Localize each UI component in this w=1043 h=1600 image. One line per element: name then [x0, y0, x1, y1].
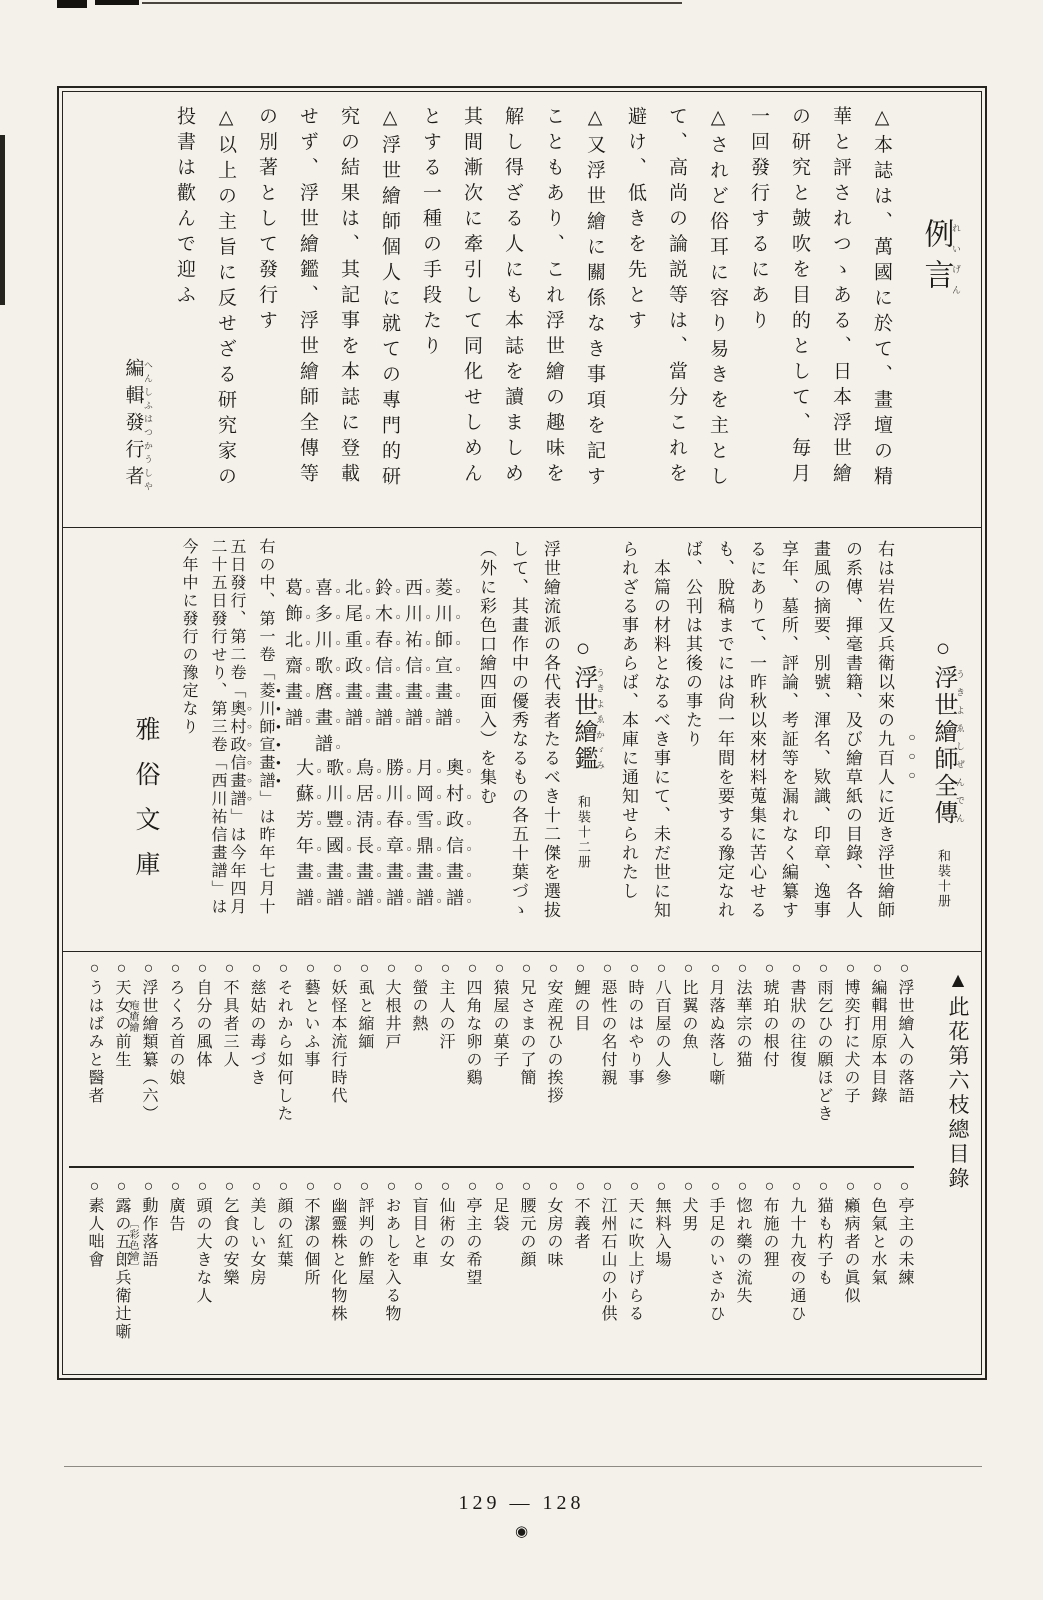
toc-entry	[410, 1178, 426, 1362]
toc-top-band	[69, 952, 914, 1166]
picture-book-title-pair	[343, 538, 374, 941]
kagami-text-column: （外に彩色口繪四面入）を集む	[477, 540, 496, 806]
toc-entry	[356, 960, 372, 1166]
zenden-text-column: 右は岩佐又兵衛以來の九百人に近き浮世繪師	[875, 540, 894, 920]
bullseye-mark: ◉	[514, 1524, 529, 1540]
preface-text-column: とする一種の手段たり	[420, 106, 441, 361]
toc-entry-text: ○四角な卵の鷄	[464, 960, 481, 1087]
toc-entry-text: ○編輯用原本目錄	[869, 960, 886, 1105]
preface-text-column: 其間漸次に牽引して同化せしめん	[461, 106, 482, 489]
publication-note-column	[228, 538, 254, 941]
toc-entry-text: ○評判の鮓屋	[356, 1178, 373, 1287]
zenden-text-column: 享年、墓所、評論、考証等を漏れなく編纂す	[779, 540, 798, 920]
toc-entry	[194, 1178, 210, 1362]
preface-text-column: せず、浮世繪鑑、浮世繪師全傳等	[297, 106, 318, 489]
preface-text-column: 避け、低きを先とす	[625, 106, 646, 336]
toc-entry-text: ○廣告	[167, 1178, 184, 1233]
toc-entry	[127, 960, 157, 1166]
zenden-text-column: るにありて、一昨秋以來材料蒐集に苦心せる	[747, 540, 766, 920]
publication-note-column	[208, 538, 225, 941]
toc-entry	[869, 1178, 885, 1362]
toc-entry-text: ○自分の風体	[194, 960, 211, 1069]
toc-entry-text: ○盲目と車	[410, 1178, 427, 1269]
toc-entry	[329, 1178, 345, 1362]
preface-text-column: 華と評されつゝある、日本浮世繪	[830, 106, 851, 489]
toc-entries-area	[63, 952, 921, 1374]
announcement-section	[63, 528, 981, 952]
toc-entry	[329, 960, 345, 1166]
toc-entry-text: ○天女の前生	[113, 960, 130, 1069]
toc-entry-text: ○浮世繪類纂（六）	[140, 960, 157, 1123]
zenden-text-column: 本篇の材料となるべき事にて、未だ世に知	[651, 559, 670, 920]
toc-entry-text: ○腰元の顔	[518, 1178, 535, 1269]
picture-book-title-top: 葛飾北齋畫譜	[283, 578, 303, 734]
toc-entry	[437, 960, 453, 1166]
toc-entry-text: ○うはばみと醫者	[86, 960, 103, 1105]
publication-note-text: 今年中に發行の豫定なり	[180, 538, 197, 736]
toc-entry	[86, 960, 102, 1166]
toc-entry-text: ○月落ぬ落し噺	[707, 960, 724, 1087]
toc-entry	[545, 1178, 561, 1362]
toc-entry-text: ○猫も杓子も	[815, 1178, 832, 1287]
preface-title-reading: れいげん	[951, 218, 961, 300]
preface-text-column: △浮世繪師個人に就ての專門的研	[379, 106, 400, 492]
preface-text-column: の別著として發行す	[256, 106, 277, 336]
kagami-subtitle: 和裝十二册	[576, 795, 591, 870]
editor-signature-ruby	[122, 358, 153, 493]
toc-entry	[221, 960, 237, 1166]
preface-text-column: 一回發行するにあり	[748, 106, 769, 336]
toc-entry-text: ○おあしを入る物	[383, 1178, 400, 1323]
zenden-text-column: も、脫稿までには尙一年間を要する豫定なれ	[715, 540, 734, 920]
scan-artifact	[0, 135, 5, 305]
toc-entry	[518, 1178, 534, 1362]
toc-entry	[815, 1178, 831, 1362]
toc-entry	[491, 960, 507, 1166]
zenden-title-ruby	[930, 665, 965, 827]
toc-entry	[572, 960, 588, 1166]
toc-entry	[383, 960, 399, 1166]
toc-entry	[707, 960, 723, 1166]
toc-entry-text: ○雨乞ひの願ほどき	[815, 960, 832, 1123]
toc-entry	[518, 960, 534, 1166]
toc-entry	[410, 960, 426, 1166]
toc-entry-text: ○幽靈株と化物株	[329, 1178, 346, 1323]
preface-text-column: の研究と皷吹を目的として、毎月	[789, 106, 810, 489]
page-frame	[57, 86, 987, 1380]
toc-entry	[545, 960, 561, 1166]
toc-entry-text: ○不具者三人	[221, 960, 238, 1069]
picture-book-title-bottom: 歌川豐國畫譜	[324, 758, 344, 914]
publication-note-text: 二十五日發行せり、第三卷「	[209, 538, 226, 772]
toc-entry	[275, 960, 291, 1166]
toc-entry-text: ○書狀の往復	[788, 960, 805, 1069]
toc-entry-text: ○虱と縮緬	[356, 960, 373, 1051]
publication-note-emphasized-title: 菱川師宣畫譜	[257, 682, 274, 790]
picture-book-title-top: 菱川師宣畫譜	[433, 578, 453, 734]
toc-entry-text: ○美しい女房	[248, 1178, 265, 1287]
toc-entry	[86, 1178, 102, 1362]
toc-entry	[302, 960, 318, 1166]
toc-entry	[248, 960, 264, 1166]
toc-entry-text: ○素人咄會	[86, 1178, 103, 1269]
picture-book-title-top: 鈴木春信畫譜	[373, 578, 393, 734]
toc-entry	[761, 1178, 777, 1362]
scan-artifact	[142, 2, 682, 4]
page-numbers: 129 — 128	[458, 1492, 585, 1514]
toc-entry	[302, 1178, 318, 1362]
toc-entry-text: ○螢の熱	[410, 960, 427, 1033]
toc-entry	[761, 960, 777, 1166]
toc-entry-text: ○妖怪本流行時代	[329, 960, 346, 1105]
toc-entry	[194, 960, 210, 1166]
kagami-heading	[570, 538, 605, 941]
preface-text-column: △本誌は、萬國に於て、畫壇の精	[871, 106, 892, 492]
footer-rule	[64, 1466, 982, 1467]
picture-book-title-pair	[283, 538, 314, 941]
toc-entry-text: ○浮世繪入の落語	[896, 960, 913, 1105]
toc-bottom-band	[69, 1166, 914, 1362]
scan-artifact	[95, 0, 139, 5]
publication-note-column	[257, 538, 283, 941]
toc-entry-text: ○色氣と水氣	[869, 1178, 886, 1287]
kagami-text-column: 浮世繪流派の各代表者たるべき十二傑を選拔	[541, 540, 560, 920]
preface-title-text: 例言	[919, 218, 953, 300]
toc-entry-text: ○江州石山の小供	[599, 1178, 616, 1323]
heading-circle-mark: ○	[930, 636, 956, 665]
toc-entry-text: ○藝といふ事	[302, 960, 319, 1069]
toc-entry	[680, 960, 696, 1166]
toc-entry	[788, 1178, 804, 1362]
toc-entry-text: ○天に吹上げらる	[626, 1178, 643, 1323]
toc-entry	[275, 1178, 291, 1362]
zenden-text-column: られざる事あらば、本庫に通知せられたし	[619, 540, 638, 901]
publication-note-text: 右の中、第一卷「	[257, 538, 274, 682]
toc-entry-text: ○博奕打に犬の子	[842, 960, 859, 1105]
page-frame-inner	[62, 91, 982, 1375]
kagami-text-column: して、其畫作中の優秀なるもの各五十葉づゝ	[509, 540, 528, 920]
publication-note-text: 」は昨年七月十	[257, 790, 274, 916]
toc-entry	[788, 960, 804, 1166]
zenden-text-column: ば、公刊は其後の事たり	[683, 540, 702, 749]
toc-entry-text: ○それから如何した	[275, 960, 292, 1123]
toc-entry	[653, 1178, 669, 1362]
publication-note-emphasized-title: 西川祐信畫譜	[209, 772, 226, 880]
preface-text-column: て、高尚の論説等は、當分これを	[666, 106, 687, 489]
zenden-title-text: 浮世繪師全傳	[930, 665, 956, 827]
toc-entry-text: ○大根井戸	[383, 960, 400, 1051]
toc-entry-text: ○無料入場	[653, 1178, 670, 1269]
preface-text-column: △されど俗耳に容り易きを主とし	[707, 106, 728, 492]
picture-book-title-top: 北尾重政畫譜	[343, 578, 363, 734]
toc-entry-text: ○惚れ藥の流失	[734, 1178, 751, 1305]
toc-entry	[127, 1178, 157, 1362]
toc-entry-text: ○動作落語	[140, 1178, 157, 1269]
toc-entry	[626, 1178, 642, 1362]
publisher-imprint: 雅俗文庫	[132, 716, 159, 896]
publication-note-text: 」は今年四月	[228, 808, 245, 916]
toc-entry	[491, 1178, 507, 1362]
toc-entry	[383, 1178, 399, 1362]
toc-entry	[464, 960, 480, 1166]
toc-entry-text: ○慈姑の毒づき	[248, 960, 265, 1087]
preface-section	[63, 92, 981, 528]
picture-book-title-bottom: 勝川春章畫譜	[384, 758, 404, 914]
picture-book-title-bottom: 奧村政信畫譜	[444, 758, 464, 914]
toc-entry-text: ○不義者	[572, 1178, 589, 1251]
editor-signature	[121, 106, 153, 517]
preface-text-column: 投書は歡んで迎ふ	[174, 106, 195, 310]
toc-entry	[167, 960, 183, 1166]
toc-entry	[113, 960, 129, 1166]
toc-entry	[248, 1178, 264, 1362]
picture-book-title-pair	[433, 538, 464, 941]
toc-entry	[734, 1178, 750, 1362]
toc-entry	[167, 1178, 183, 1362]
toc-entry	[599, 1178, 615, 1362]
toc-entry	[437, 1178, 453, 1362]
toc-entry-text: ○癩病者の眞似	[842, 1178, 859, 1305]
publication-note-text: 」は	[209, 880, 226, 916]
toc-entry-text: ○九十九夜の通ひ	[788, 1178, 805, 1323]
picture-book-title-bottom: 大蘇芳年畫譜	[294, 758, 314, 914]
toc-entry-text: ○足袋	[491, 1178, 508, 1233]
zenden-subtitle: 和裝十册	[936, 849, 951, 909]
toc-entry-text: ○布施の狸	[761, 1178, 778, 1269]
toc-entry-text: ○安産祝ひの挨拶	[545, 960, 562, 1105]
toc-entry-text: ○ろくろ首の娘	[167, 960, 184, 1087]
zenden-title-reading: うきよゑしぜんでん	[955, 665, 965, 827]
toc-entry	[626, 960, 642, 1166]
toc-entry-text: ○主人の汗	[437, 960, 454, 1051]
preface-text-column: こともあり、これ浮世繪の趣味を	[543, 106, 564, 489]
toc-entry-text: ○兄さまの了簡	[518, 960, 535, 1087]
zenden-text-column: の系傳、揮毫書籍、及び繪草紙の目錄、各人	[843, 540, 862, 920]
toc-entry	[842, 960, 858, 1166]
toc-entry	[356, 1178, 372, 1362]
preface-text-column: △又浮世繪に關係なき事項を記す	[584, 106, 605, 492]
preface-text-column: 究の結果は、其記事を本誌に登載	[338, 106, 359, 489]
toc-entry-text: ○手足のいさかひ	[707, 1178, 724, 1323]
toc-entry	[464, 1178, 480, 1362]
toc-entry-text: ○比翼の魚	[680, 960, 697, 1051]
toc-entry-text: ○不潔の個所	[302, 1178, 319, 1287]
toc-entry-text: ○顔の紅葉	[275, 1178, 292, 1269]
toc-entry-note: 疱瘡繪	[127, 1000, 138, 1033]
toc-entry-text: ○猿屋の菓子	[491, 960, 508, 1069]
preface-text-column: 解し得ざる人にも本誌を讀ましめ	[502, 106, 523, 489]
toc-entry	[869, 960, 885, 1166]
preface-text-column: △以上の主旨に反せざる研究家の	[215, 106, 236, 492]
toc-entry	[572, 1178, 588, 1362]
toc-entry-text: ○惡性の名付親	[599, 960, 616, 1087]
scan-artifact	[57, 0, 87, 8]
editor-signature-reading: へんしふはつかうしや	[143, 358, 153, 493]
toc-entry-text: ○琥珀の根付	[761, 960, 778, 1069]
toc-entry-text: ○八百屋の人參	[653, 960, 670, 1087]
toc-section	[63, 952, 981, 1374]
zenden-heading	[930, 538, 965, 941]
toc-entry-text: ○法華宗の猫	[734, 960, 751, 1069]
toc-title: ▲此花第六枝總目錄	[946, 968, 970, 1192]
picture-book-title-bottom: 月岡雪鼎畫譜	[414, 758, 434, 914]
picture-book-title-pair	[313, 538, 344, 941]
picture-book-title-pair	[373, 538, 404, 941]
picture-book-title-top: 西川祐信畫譜	[403, 578, 423, 734]
kagami-title-reading: うきよゑかゞみ	[595, 665, 605, 773]
preface-title-ruby	[919, 218, 961, 300]
toc-entry-text: ○乞食の安樂	[221, 1178, 238, 1287]
kagami-title-text: 浮世繪鑑	[570, 665, 596, 773]
toc-entry-text: ○犬男	[680, 1178, 697, 1233]
kagami-title-ruby	[570, 665, 605, 773]
toc-entry-text: ○亭主の未練	[896, 1178, 913, 1287]
publication-note-column	[179, 538, 196, 941]
toc-entry	[707, 1178, 723, 1362]
heading-circle-mark: ○	[570, 636, 596, 665]
picture-book-title-top: 喜多川歌麿畫譜	[313, 578, 333, 760]
editor-signature-text: 編輯發行者	[122, 358, 144, 493]
picture-book-title-bottom: 鳥居淸長畫譜	[354, 758, 374, 914]
toc-entry	[896, 960, 912, 1166]
toc-entry	[896, 1178, 912, 1362]
toc-entry-text: ○露の五郎兵衛辻噺	[113, 1178, 130, 1341]
toc-entry	[653, 960, 669, 1166]
toc-entry	[734, 960, 750, 1166]
toc-entry	[113, 1178, 129, 1362]
toc-entry	[599, 960, 615, 1166]
toc-entry-text: ○女房の味	[545, 1178, 562, 1269]
toc-entry-text: ○時のはやり事	[626, 960, 643, 1087]
toc-entry	[842, 1178, 858, 1362]
picture-book-title-pair	[403, 538, 434, 941]
zenden-text-column: 畫風の摘要、別號、渾名、欵識、印章、逸事	[811, 540, 830, 920]
publication-note-text: 五日發行、第二卷「	[228, 538, 245, 700]
publication-note-emphasized-title: 奧村政信畫譜	[228, 700, 245, 808]
toc-entry-text: ○頭の大きな人	[194, 1178, 211, 1305]
toc-entry-text: ○亭主の希望	[464, 1178, 481, 1287]
toc-entry-text: ○鯉の目	[572, 960, 589, 1033]
toc-entry	[815, 960, 831, 1166]
decoration-circles: ○○○	[905, 730, 919, 787]
toc-entry-text: ○仙術の女	[437, 1178, 454, 1269]
toc-entry	[221, 1178, 237, 1362]
toc-entry	[680, 1178, 696, 1362]
toc-entry-note: 〔彩色繪〕	[127, 1218, 138, 1273]
preface-title	[915, 106, 961, 517]
